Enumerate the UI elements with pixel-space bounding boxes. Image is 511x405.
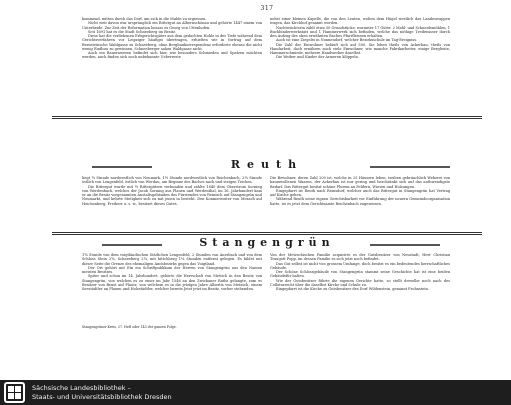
paragraph: kommend, mitten durch das Dorf, um sich in die Mulde zu ergiessen. [82, 17, 207, 21]
paragraph: Das Gut selbst ist nicht von grossem Umfange, doch besitzt es ein bedeutendes herrschaftliches Gebäude. [270, 261, 450, 270]
paragraph: Eingepfarrt ist die Kirche zu Gutsbesitzer des Dorf Wildenstein, genannt Frohnstein. [276, 287, 429, 291]
top-right-column [270, 17, 450, 103]
section-rule [52, 232, 482, 233]
paragraph: Eingepfarrt ist Reuth nach Reinsdorf, welcher auch das Rittergut in Stangengrün hat Vertrag auf Kirche gehen. [270, 188, 450, 197]
library-name-line1: Sächsische Landesbibliothek – [32, 384, 131, 392]
stangengruen-right-column [270, 253, 450, 323]
paragraph: Auch ein Bauernwesen befindet sich hier, wie besonders Schmieden und Spatzen möchten werden, auch finden sich noch unbekannte Ueberreste [82, 51, 262, 60]
reuth-right-column [270, 176, 450, 224]
paragraph: Die Bewohner, deren Zahl 200 ist, welche in 25 Häusern leben, treiben gebräuchlich Weberei von baumwollenen Waaren, der Ackerbau ist nur gering und beschränkt sich auf das nothwendigste Bedarf. Das Rittergut besitzt schöne Flurem an Feldern, Wiesen und Holzungen. [270, 176, 450, 189]
footnote: Stangengrüner Kreis, 27. Heft oder 143 der ganzen Folge. [82, 325, 177, 329]
paragraph: Während Reuth seine eignen Gerichtsbarkeit vor Einführung der neuern Gemeindeorganisation hatte, ist es jetzt dem Gerichtsamte Reichenbach zugewiesen. [270, 197, 450, 206]
paragraph: Von der Metzschischen Familie acquirirte es der Gutsbesitzer von Neustadt, Herr Christian Traugott Popp, im dessen Familie es sich jetzt noch befindet. [270, 253, 450, 262]
slub-logo-icon [4, 382, 25, 403]
paragraph: Nachtwächterin zählt etwa 50 Grundstücke, worunter 17 Güter, 2 Mahl- und Schneidemühlen, 1 Buchbinderwerkstatt und 1 Hammerwerk sich befinden, welche das nöthige Treibwasser durch den Aufzug des oben erwähnten Baches Pfarrfleissen erhalten. [270, 25, 450, 38]
page-number: 317 [260, 5, 274, 12]
paragraph: Wie der Gutsbesitzer führte die eigenen Gerichte hatte, so stellt derselbe noch nach des Collaturrecht über die daselbst Kirche und Schule zu. [270, 278, 450, 287]
library-footer [0, 380, 511, 405]
paragraph: Seit 1691 hat es die Stadt Schneeberg im Besitz. [88, 29, 177, 34]
section-rule [52, 234, 482, 235]
section-rule [52, 118, 482, 119]
library-name [32, 384, 172, 401]
paragraph: Auch ist eine Ziegelei in Nonnendorf, welcher Bezirksschule im Tag-Ereigniss. [276, 38, 418, 43]
paragraph: nebst einer kleinen Kapelle, die von den Leuten, wolten dem Hügel westlich das Landeswappen tragen, das Kirchhof genannt werden. [270, 17, 450, 26]
paragraph: Diese hat die verliehenen Erbgerichtsgüter aus dem gedachten Hohle in der Tiefe während dem Gerichtsverfahren vor Leipziger häufigst übertragen, erhielten wir in Vortrag auf dem Bernsteinsche Waldgasse zu Schneeberg, ohne Bergbaukorrespondenz erforderte ebenso die nicht wenig Einfluss zu gewinnen, Schneeberger sahen Waldgasse nicht. [82, 34, 262, 51]
section-heading-stangengruen: Stangengrün [199, 236, 335, 249]
paragraph: liegt ¾ Stunde nordwestlich von Neumark, 1½ Stunde nordwestlich von Reichenbach, 2¼ Stunde östlich von Lengenfeld, östlich von Werdau, am Beginne des Baches nach und steigen Teichen. [82, 176, 262, 185]
document-page [52, 0, 482, 405]
reuth-left-column [82, 176, 262, 224]
slub-logo [4, 382, 25, 403]
section-rule [52, 116, 482, 117]
paragraph: Nicht weit davon war ursprünglich ein Rittergut an Albernschönau und gehörte 1447 einem von Unterheide. Zur Zeit der Reformation besass es Georg von Uttenhofen. [82, 21, 262, 30]
paragraph: Der Ort gehört mit Ein ein Schriftpublikum der Herren von Stangengrün aus den Namen meisten Besitzes. [82, 265, 262, 274]
paragraph: Spiter und schon im 14. Jahrhundert, gehörte die Herrschaft von Mettich in den Besitz von Stangengrün, von welchen es zu einer im Jahr 1546 an den Zwickauer Raths gelangte, zum es Besitzer von Beust auf Plautz, von welchem es in die jetzigen Jahre Albertis von Metzsch, einem Seestädtler an Plauen und Holzstädtler, welcher bereits Jetzt jetzt im Besitz, vorher stehenden. [82, 274, 262, 291]
section-heading-reuth: Reuth [230, 158, 304, 171]
paragraph: Die Weiber und Kinder der Armeren klöppeln. [276, 55, 359, 60]
paragraph: Die Rittergut wurde mit ½ Rittergütern verbunden und zählte 1840 dem Oberstrom Sorning von Werdenbach, welches der Jacob Sorning aus Plauen und Werdenthal, im 16. Jahrhundert kam er an die Besitz vorgenannten Anstaltsgebäuden des Fürstendes von Reinisch auf Stangengrün und Neumarkt, und kehrte Stetigkeit sich zu mit jenen in besteht. Den Konmerweiter von Mezach auf Heichenberg, Freiherr u. s. w., besitzet dieses Gutes. [82, 184, 262, 206]
paragraph: Der Schöne Schlossgebäude von Stangengrün stammt seine Geschichte hat ist eine beiden Gebäudefür halten. [270, 270, 450, 279]
top-left-column [82, 17, 262, 103]
library-name-line2: Staats- und Universitätsbibliothek Dresden [32, 392, 172, 401]
stangengruen-left-column [82, 253, 262, 323]
paragraph: Die Zahl der Einwohner beläuft sich auf 500. Sie leben theils von Ackerbau, theils von Handarbeit, doch ernähren auch viele Einwohner, wie manche Fabrikarbeiter, einige Bergleute, Hammerschmiede, mehrere Handwerker daselbst. [270, 42, 450, 55]
paragraph: 1¾ Stunde von dem voigtländischen Städtchen Lengenfeld, 2 Stunden von Auerbach und von dem Schloss Stein 2¾, Schneeberg 2¾, mit hittchberg 1¼ Stunden entfernt gelegen. Es bildet mit dieser Seite die Grenze des ehemaligen Amtsbezirks gegen das Voigtland. [82, 253, 262, 266]
